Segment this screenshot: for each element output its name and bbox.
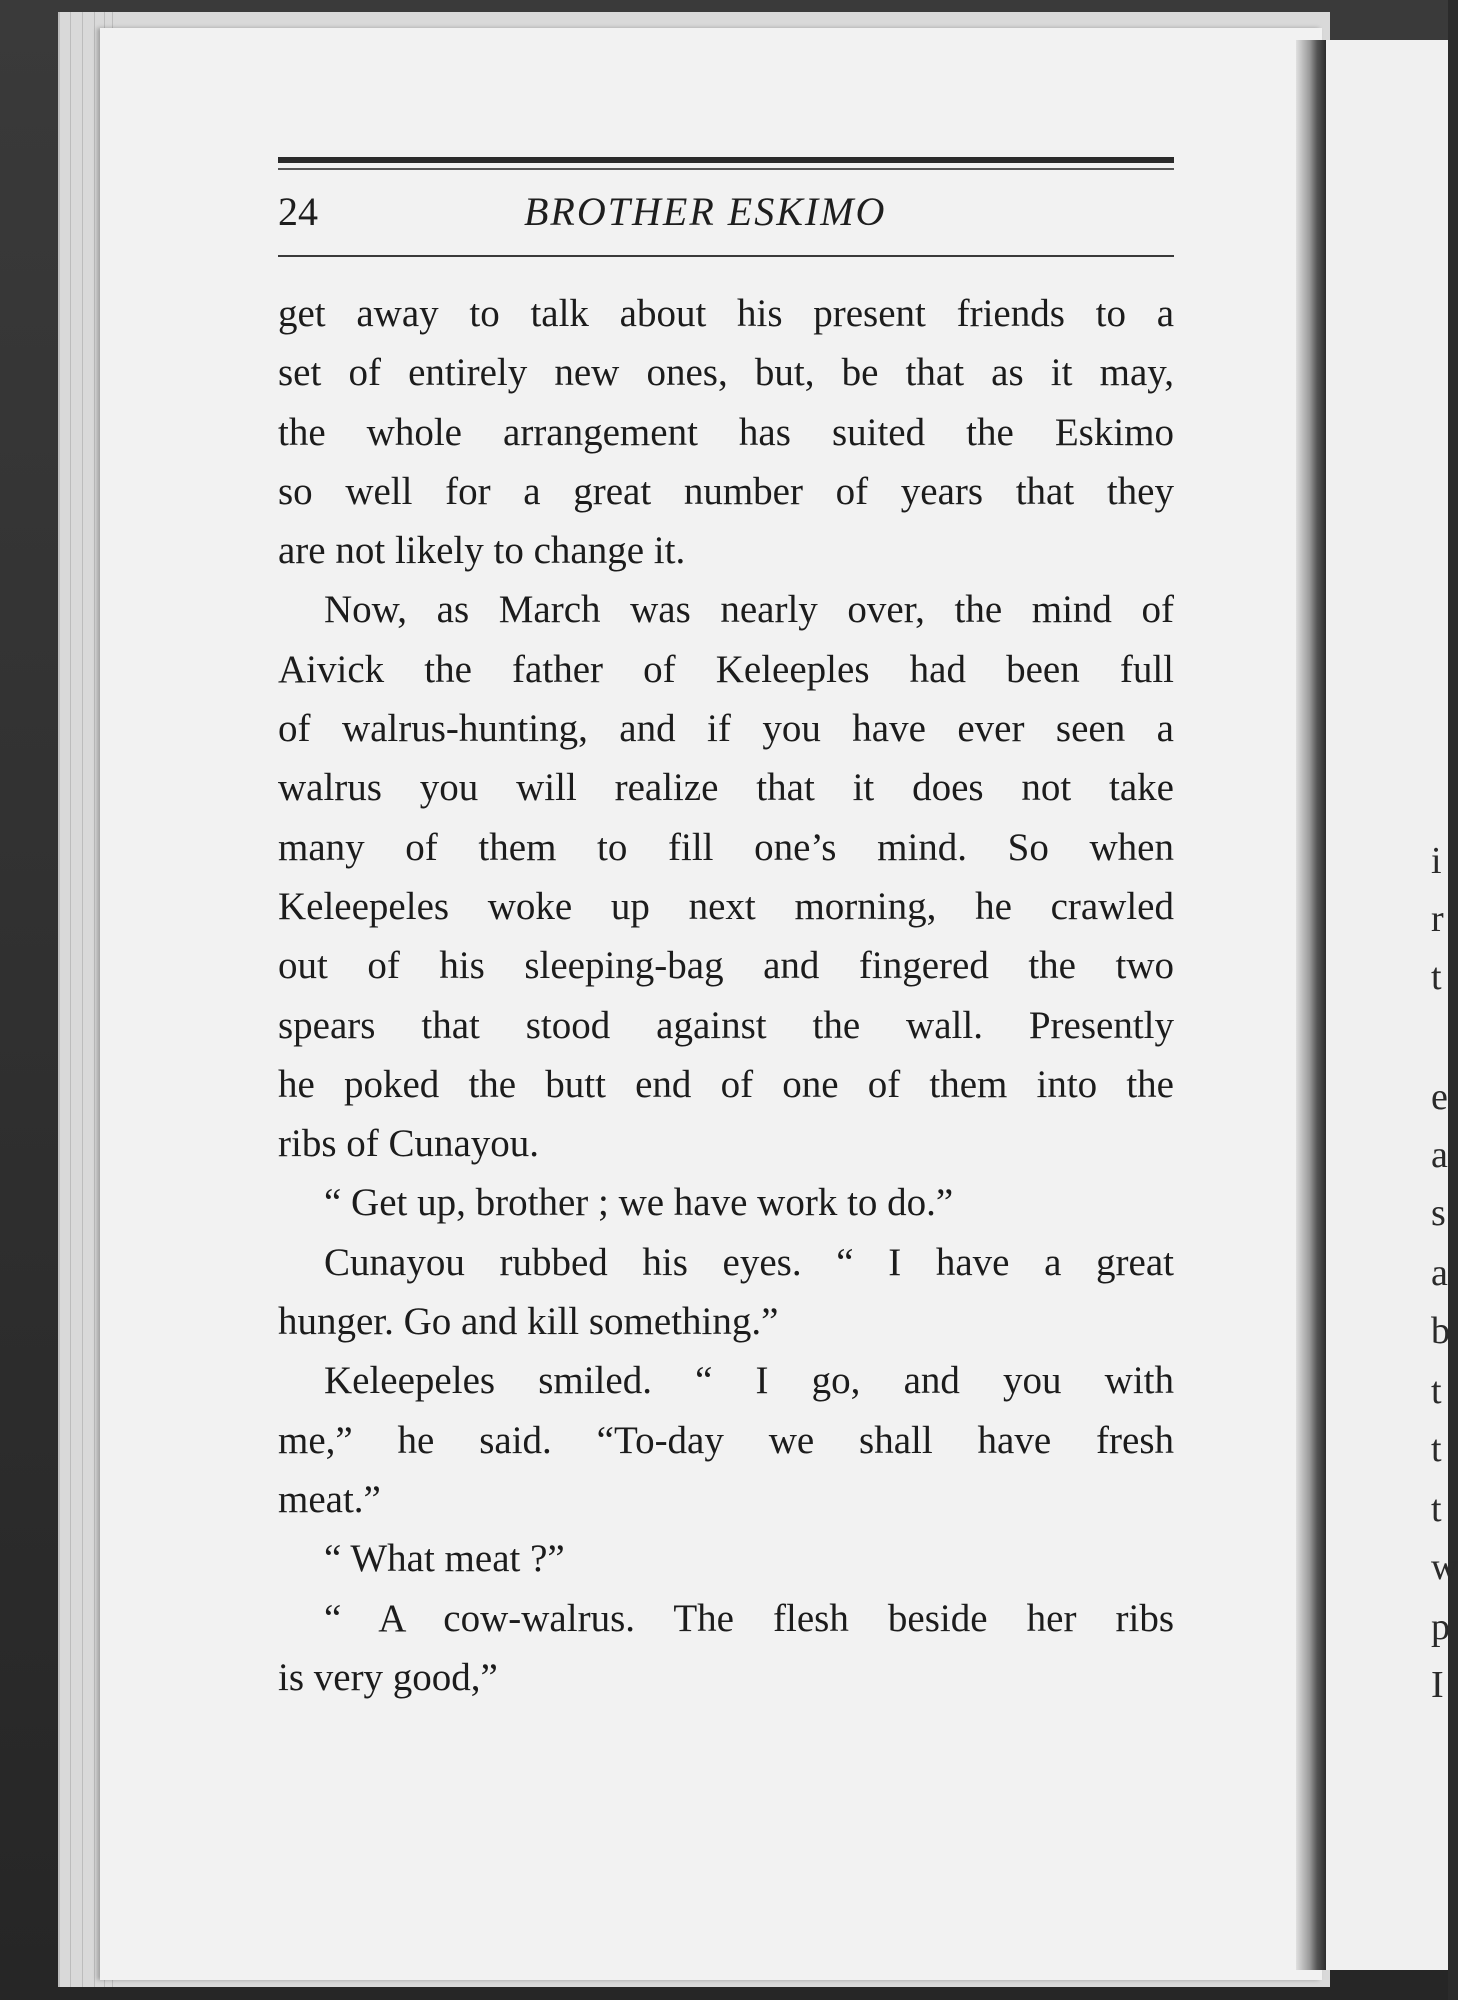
text-line: Now, as March was nearly over, the mind of [324,588,1174,632]
page-edge-line [94,12,95,1987]
header-rule-thin [278,168,1174,170]
facing-page [1326,40,1448,1970]
page-edge-line [82,12,83,1987]
facing-page-letter: t [1431,956,1442,998]
facing-page-letter: i [1431,840,1442,882]
facing-page-letter: w [1431,1546,1458,1588]
page-edge-line [70,12,71,1987]
text-line: “ A cow-walrus. The flesh beside her ribs [324,1596,1174,1640]
text-line: get away to talk about his present friends to a [278,292,1174,335]
running-title: BROTHER ESKIMO [524,189,887,234]
facing-page-letter: I [1431,1664,1444,1706]
book-gutter [1296,40,1326,1970]
running-header [278,188,1174,248]
text-line: Keleepeles smiled. “ I go, and you with [324,1359,1174,1403]
facing-page-letter: t [1431,1370,1442,1412]
text-line: out of his sleeping-bag and fingered the two [278,944,1174,988]
facing-page-letter: t [1431,1488,1442,1530]
text-line: he poked the butt end of one of them into the [278,1062,1174,1106]
facing-page-letter: a [1431,1134,1448,1176]
text-line: “ Get up, brother ; we have work to do.” [324,1181,954,1225]
text-line: so well for a great number of years that they [278,469,1174,513]
text-line: walrus you will realize that it does not take [278,766,1174,810]
text-line: the whole arrangement has suited the Eskimo [278,410,1174,454]
facing-page-letter: p [1431,1606,1450,1648]
text-line: of walrus-hunting, and if you have ever seen a [278,707,1174,751]
text-line: Keleepeles woke up next morning, he crawled [278,884,1174,928]
header-rule-thick [278,157,1174,163]
facing-page-letter: s [1431,1192,1446,1234]
text-line: hunger. Go and kill something.” [278,1300,779,1344]
body-text [278,284,1174,1707]
text-line: many of them to fill one’s mind. So when [278,825,1174,869]
text-line: spears that stood against the wall. Presently [278,1003,1174,1047]
text-line: Cunayou rubbed his eyes. “ I have a great [324,1240,1174,1284]
facing-page-letter: e [1431,1076,1448,1118]
facing-page-letter: r [1431,898,1444,940]
facing-page-letter: t [1431,1428,1442,1470]
header-rule-bottom [278,255,1174,257]
facing-page-letter: a [1431,1252,1448,1294]
text-line: Aivick the father of Keleeples had been full [278,647,1174,691]
text-line: ribs of Cunayou. [278,1122,540,1166]
text-line: set of entirely new ones, but, be that as it may, [278,351,1174,395]
text-line: meat.” [278,1477,381,1521]
page-number: 24 [278,189,318,234]
text-line: are not likely to change it. [278,529,686,573]
text-line: “ What meat ?” [324,1537,565,1581]
text-line: is very good,” [278,1655,498,1699]
facing-page-letter: b [1431,1310,1450,1352]
text-line: me,” he said. “To-day we shall have fresh [278,1418,1174,1462]
